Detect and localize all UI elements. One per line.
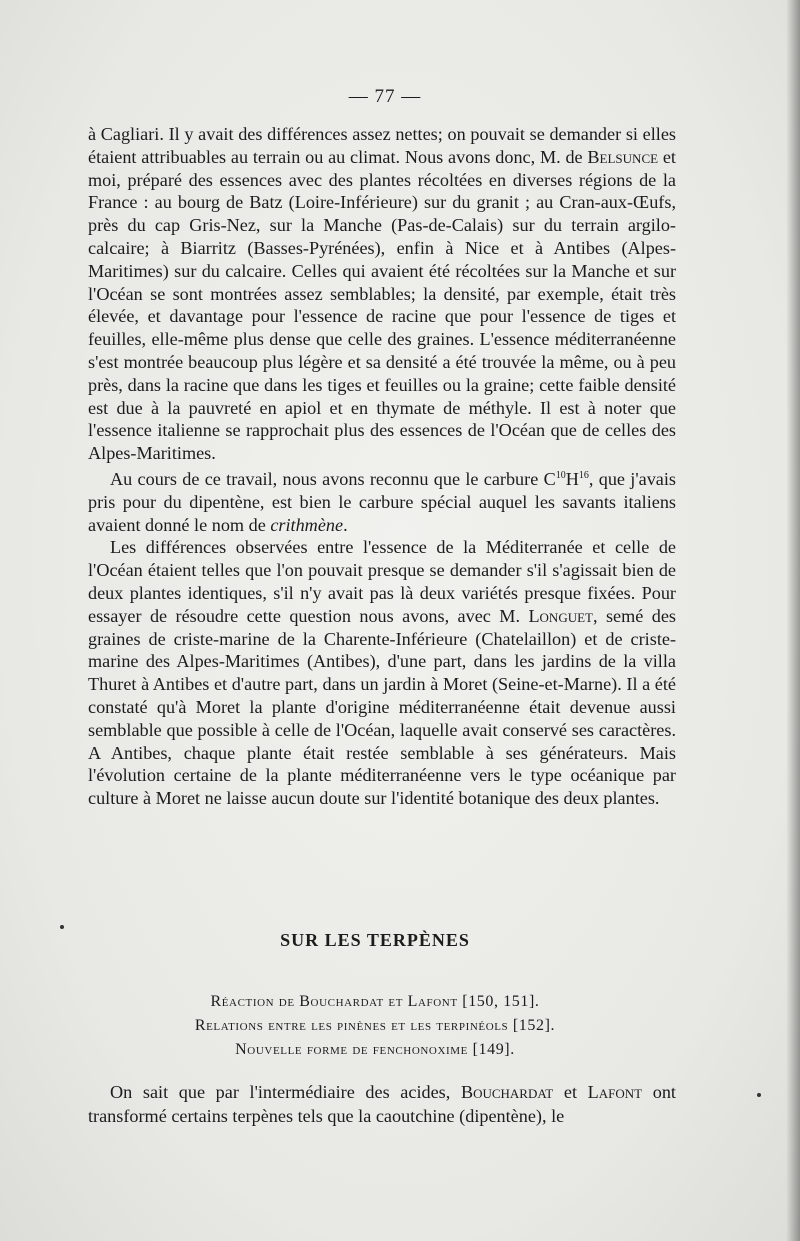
page-edge-shadow (786, 0, 800, 1241)
final-paragraph (88, 1080, 676, 1128)
italic-term: crithmène (270, 514, 344, 535)
formula-superscript-c: 10 (555, 469, 566, 481)
final-text-b: et (553, 1082, 588, 1102)
final-text-c: ont transformé certains terpènes tels que la caoutchine (dipentène), le (88, 1082, 676, 1126)
paragraph-1-text-b: et moi, préparé des essences avec des plantes récoltées en diverses régions de la France : au bourg de Batz (Loire-Inférieure) sur du granit ; au Cran-aux-Œufs, près du cap Gris-Nez, sur la Manche (Pas-de-Calais) sur du terrain argilo-calcaire; à Biarritz (Basses-Pyrénées), enfin à Nice et à Antibes (Alpes-Maritimes) sur du calcaire. Celles qui avaient été récoltées sur la Manche et sur l'Océan se sont montrées assez semblables; la densité, par exemple, était très élevée, et davantage pour l'essence de racine que pour l'essence de tiges et feuilles, elle-même plus dense que celle des graines. L'essence méditerranéenne s'est montrée beaucoup plus légère et sa densité a été trouvée la même, ou à peu près, dans la racine que dans les tiges et feuilles ou la graine; cette faible densité est due à la pauvreté en apiol et en thymate de méthyle. Il est à noter que l'essence italienne se rapprochait plus des essences de l'Océan que de celles des Alpes-Maritimes. (88, 146, 676, 464)
page-number: — 77 — (348, 86, 422, 107)
subtitle-line: Nouvelle forme de fenchonoxime [149]. (235, 1041, 515, 1058)
paragraph-2 (88, 465, 676, 536)
paragraph-2-text-c: . (343, 514, 348, 535)
scan-speck (757, 1093, 761, 1097)
paragraph-3-text-a: Les différences observées entre l'essence de la Méditerranée et celle de l'Océan étaient telles que l'on pouvait presque se demander s'il s'agissait bien de deux plantes identiques, s'il n'y avait pas là deux variétés presque fixées. Pour essayer de résoudre cette question nous avons, avec M. (88, 537, 676, 626)
formula-superscript-h: 16 (578, 469, 589, 481)
paragraph-1-text-a: à Cagliari. Il y avait des différences assez nettes; on pouvait se demander si elles étaient attribuables au terrain ou au climat. Nous avons donc, M. de (88, 124, 676, 167)
author-name-bouchardat: Bouchardat (460, 1082, 554, 1102)
body-text (88, 123, 676, 810)
scan-speck (60, 925, 64, 929)
paragraph-2-text-a: Au cours de ce travail, nous avons reconnu que le carbure C (110, 469, 556, 490)
subtitle-line: Relations entre les pinènes et les terpinéols [152]. (194, 1017, 556, 1034)
paragraph-2-text-b: , que j'avais pris pour du dipentène, est bien le carbure spécial auquel les savants italiens avaient donné le nom de (88, 469, 676, 535)
final-text-a: On sait que par l'intermédiaire des acides, (110, 1082, 461, 1102)
section-subtitles (0, 990, 750, 1062)
author-name-lafont: Lafont (587, 1082, 643, 1102)
section-title: SUR LES TERPÈNES (280, 930, 470, 950)
subtitle-line: Réaction de Bouchardat et Lafont [150, 151]. (210, 993, 540, 1010)
author-name-belsunce: Belsunce (587, 146, 659, 167)
paragraph-3 (88, 536, 676, 810)
author-name-longuet: Longuet (528, 605, 593, 626)
final-paragraph-text (88, 1080, 676, 1128)
formula-h: H (565, 469, 579, 490)
paragraph-1 (88, 123, 676, 465)
paragraph-3-text-b: , semé des graines de criste-marine de la Charente-Inférieure (Chatelaillon) et de criste-marine des Alpes-Maritimes (Antibes), d'une part, dans les jardins de la villa Thuret à Antibes et d'autre part, dans un jardin à Moret (Seine-et-Marne). Il a été constaté qu'à Moret la plante d'origine méditerranéenne était devenue aussi semblable que possible à celle de l'Océan, laquelle avait conservé ses caractères. A Antibes, chaque plante était restée semblable à ses générateurs. Mais l'évolution certaine de la plante méditerranéenne vers le type océanique par culture à Moret ne laisse aucun doute sur l'identité botanique des deux plantes. (88, 605, 676, 809)
